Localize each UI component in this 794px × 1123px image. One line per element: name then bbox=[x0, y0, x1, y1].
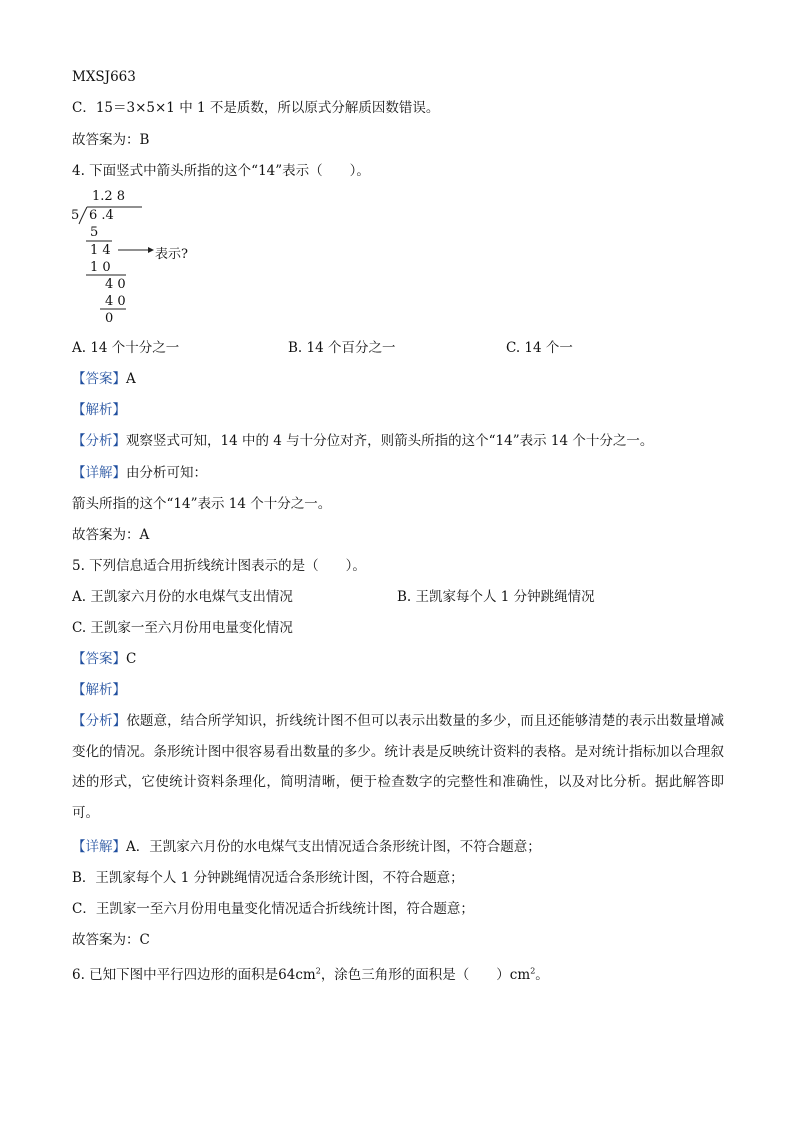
fenxi-text: 依题意，结合所学知识，折线统计图不但可以表示出数量的多少，而且还能够清楚的表示出数量增减变化的情况。条形统计图中很容易看出数量的多少。统计表是反映统计资料的表格。是对统计指标加以合理叙述的形式，它使统计资料条理化，简明清晰，便于检查数字的完整性和准确性，以及对比分析。据此解答即可。 bbox=[72, 713, 725, 821]
division-row: 4 0 bbox=[105, 277, 126, 292]
q6-area-sup: 2 bbox=[315, 966, 321, 976]
long-division bbox=[68, 187, 218, 327]
fenxi-tag: 【分析】 bbox=[72, 433, 126, 449]
answer-tag: 【答案】 bbox=[72, 651, 126, 667]
arrow-label: 表示? bbox=[155, 247, 188, 262]
division-divisor: 5 bbox=[71, 208, 80, 223]
q6-area: 64cm bbox=[278, 967, 316, 983]
q6-stem-part2: ，涂色三角形的面积是（ ）cm bbox=[320, 967, 531, 983]
q3-option-c: C．15＝3×5×1 中 1 不是质数，所以原式分解质因数错误。 bbox=[72, 100, 440, 116]
q4-answer bbox=[72, 369, 724, 389]
q4-stem: 4. 下面竖式中箭头所指的这个“14”表示（ ）。 bbox=[72, 163, 370, 179]
answer-value: A bbox=[126, 371, 136, 387]
division-row: 1 0 bbox=[90, 260, 111, 275]
header-code: MXSJ663 bbox=[72, 69, 136, 85]
q5-fenxi bbox=[72, 706, 724, 828]
detail-text: 由分析可知： bbox=[126, 465, 207, 481]
q6-stem-end: 。 bbox=[535, 967, 549, 983]
q4-option-c: C. 14 个一 bbox=[506, 340, 573, 356]
detail-tag: 【详解】 bbox=[72, 465, 126, 481]
answer-tag: 【答案】 bbox=[72, 371, 126, 387]
q5-analysis bbox=[72, 680, 724, 700]
q4-options bbox=[72, 338, 724, 358]
division-row-arrow-target: 1 4 bbox=[90, 243, 111, 258]
q5-answer bbox=[72, 649, 724, 669]
detail-tag: 【详解】 bbox=[72, 839, 126, 855]
q5-option-c: C. 王凯家一至六月份用电量变化情况 bbox=[72, 620, 293, 636]
detail-text: A．王凯家六月份的水电煤气支出情况适合条形统计图，不符合题意； bbox=[126, 839, 541, 855]
fenxi-tag: 【分析】 bbox=[72, 713, 127, 729]
q5-option-a: A. 王凯家六月份的水电煤气支出情况 bbox=[72, 589, 293, 605]
q5-options-row1 bbox=[72, 587, 724, 607]
q6-unit-sup: 2 bbox=[530, 966, 536, 976]
division-row: 5 bbox=[90, 225, 99, 240]
q5-detail-c: C．王凯家一至六月份用电量变化情况适合折线统计图，符合题意； bbox=[72, 901, 474, 917]
q4-fenxi bbox=[72, 431, 724, 451]
q4-detail bbox=[72, 463, 724, 483]
q5-detail bbox=[72, 837, 724, 857]
q4-analysis bbox=[72, 400, 724, 420]
q3-answer: 故答案为：B bbox=[72, 132, 150, 148]
q4-final: 故答案为：A bbox=[72, 527, 150, 543]
division-lines bbox=[68, 187, 218, 327]
q5-stem: 5. 下列信息适合用折线统计图表示的是（ ）。 bbox=[72, 558, 366, 574]
analysis-tag: 【解析】 bbox=[72, 402, 126, 418]
division-dividend: 6 .4 bbox=[89, 208, 114, 223]
fenxi-text: 观察竖式可知，14 中的 4 与十分位对齐，则箭头所指的这个“14”表示 14 个十分之一。 bbox=[126, 433, 654, 449]
q5-detail-b: B．王凯家每个人 1 分钟跳绳情况适合条形统计图，不符合题意； bbox=[72, 870, 464, 886]
q6-stem bbox=[72, 965, 724, 985]
q6-stem-part1: 6. 已知下图中平行四边形的面积是 bbox=[72, 967, 279, 983]
division-row: 0 bbox=[105, 311, 114, 326]
q4-option-b: B. 14 个百分之一 bbox=[288, 340, 396, 356]
q4-detail-line2: 箭头所指的这个“14”表示 14 个十分之一。 bbox=[72, 496, 332, 512]
division-row: 4 0 bbox=[105, 294, 126, 309]
arrow-icon bbox=[118, 247, 154, 253]
q5-final: 故答案为：C bbox=[72, 932, 150, 948]
q5-option-b: B. 王凯家每个人 1 分钟跳绳情况 bbox=[397, 589, 595, 605]
analysis-tag: 【解析】 bbox=[72, 682, 126, 698]
q4-option-a: A. 14 个十分之一 bbox=[72, 340, 180, 356]
answer-value: C bbox=[126, 651, 137, 667]
division-quotient: 1.2 8 bbox=[92, 189, 126, 204]
